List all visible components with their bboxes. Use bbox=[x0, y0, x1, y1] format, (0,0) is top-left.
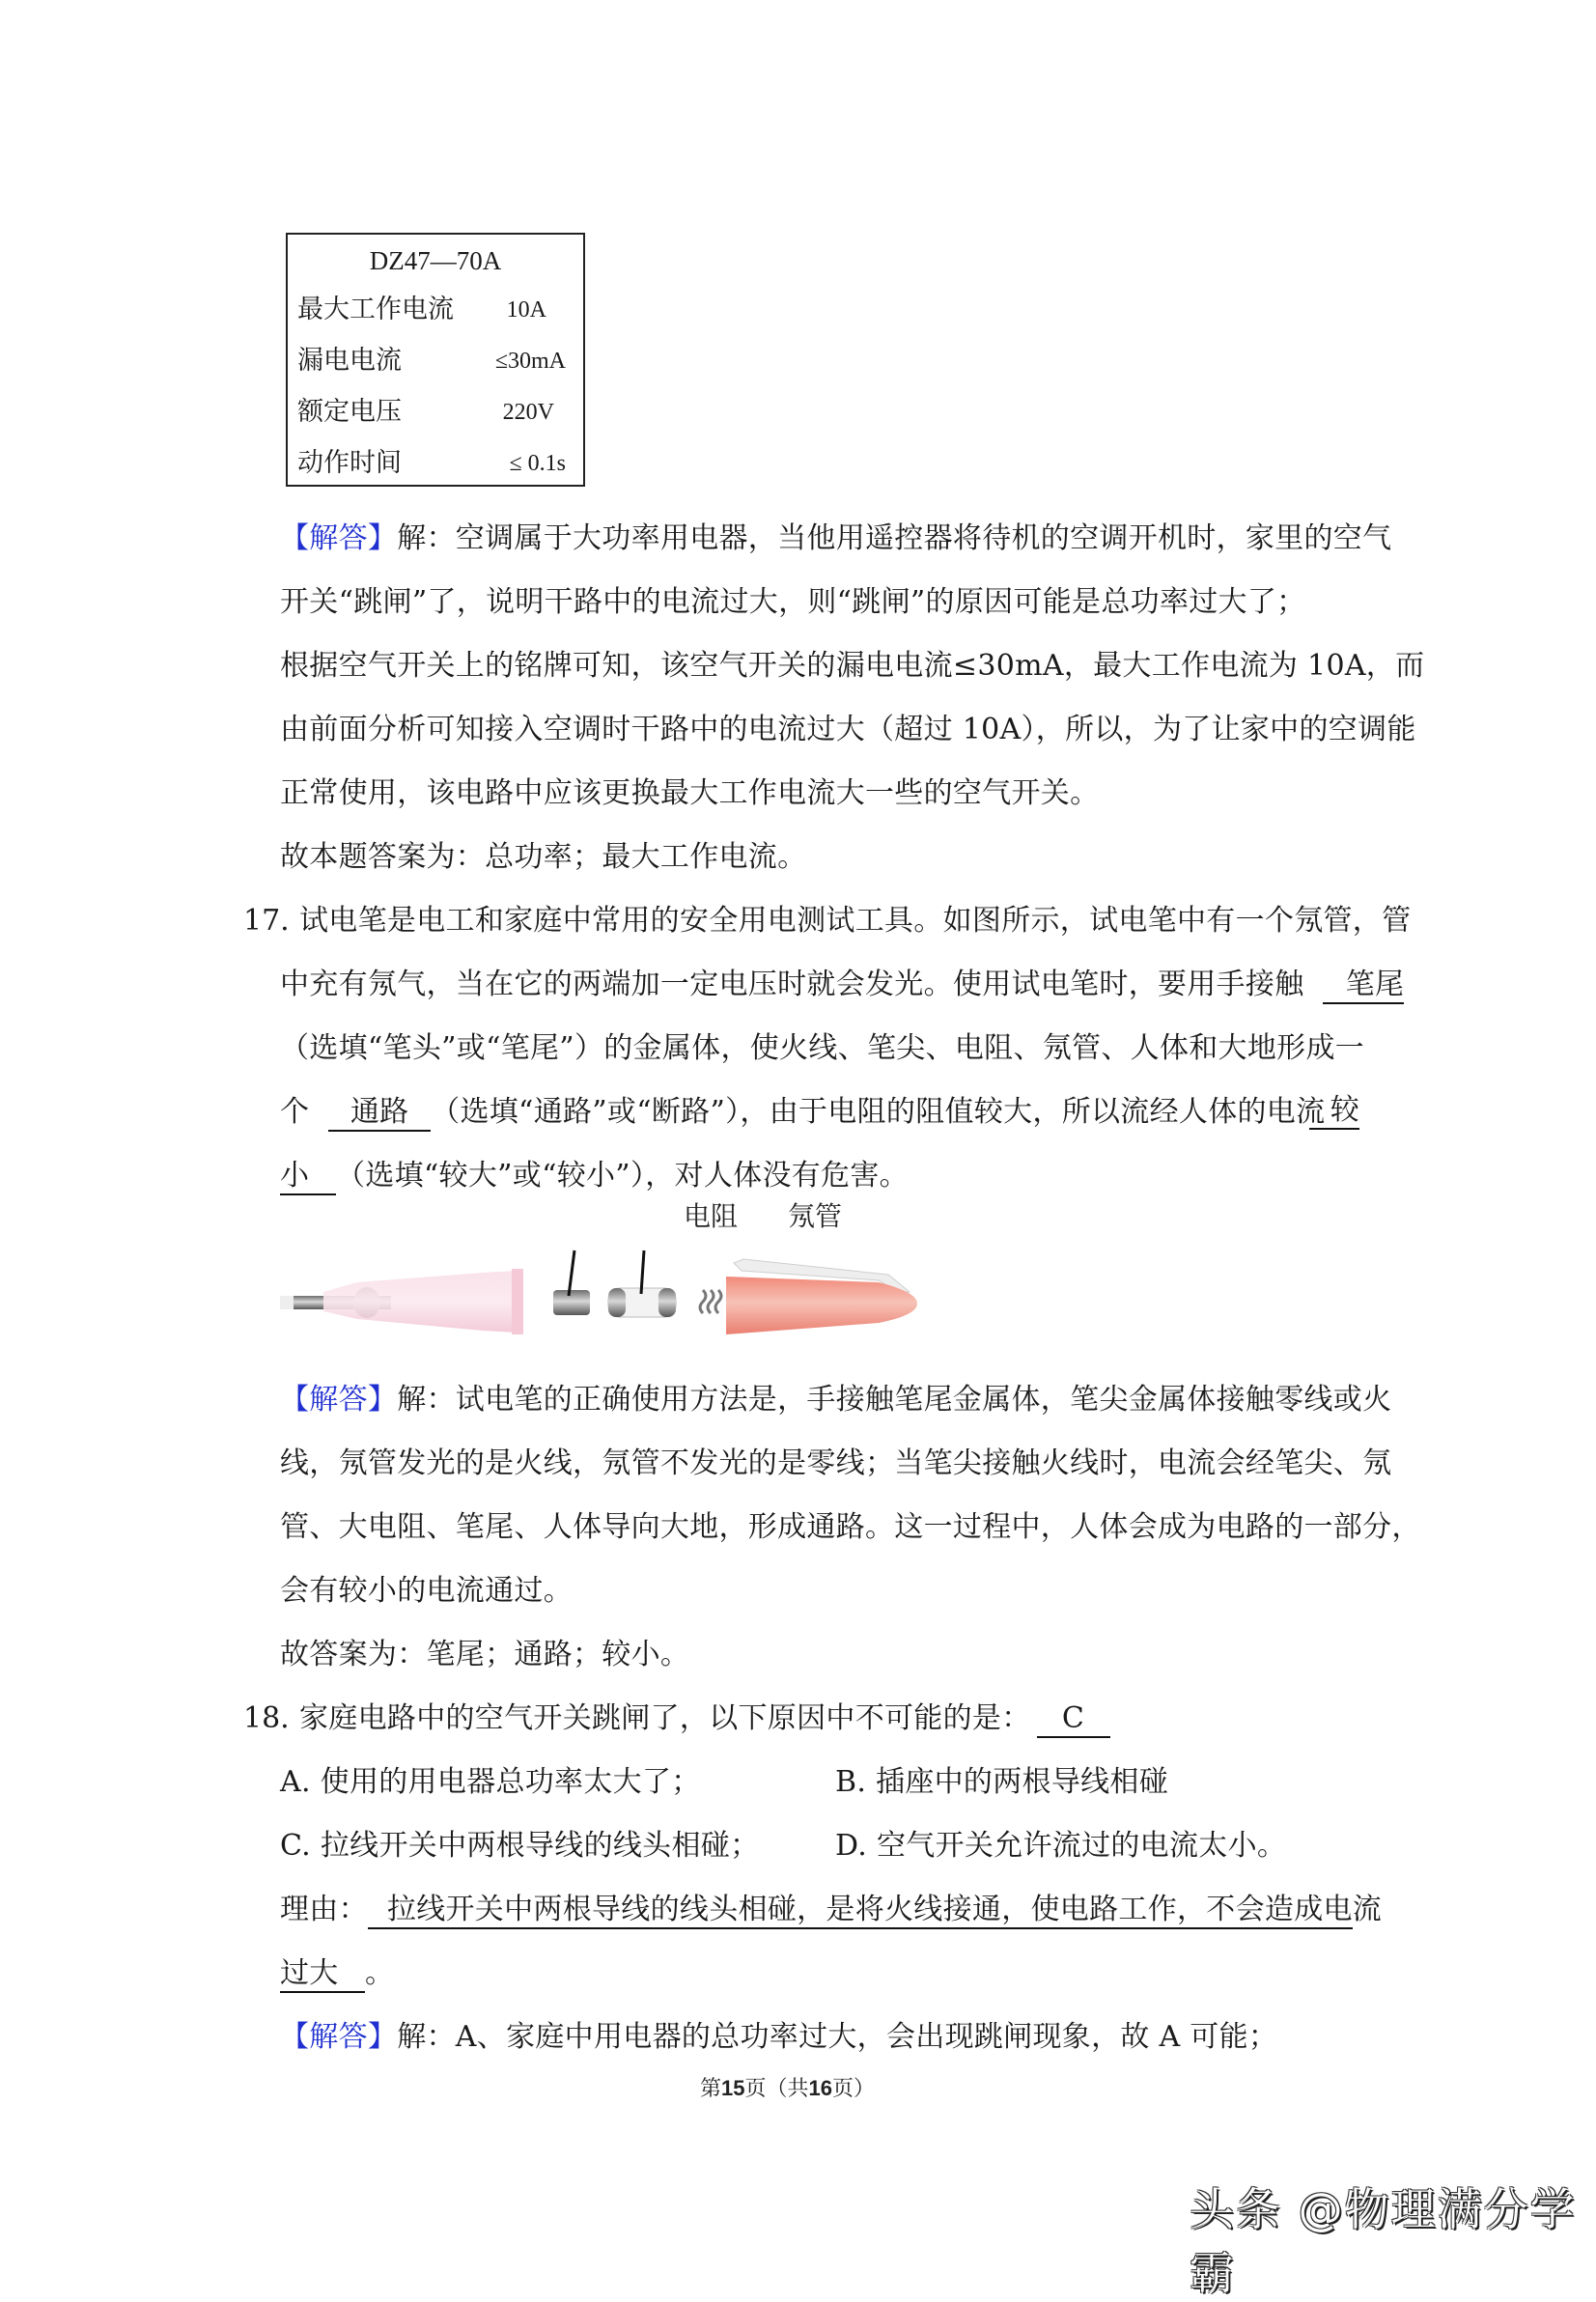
nameplate-model: DZ47—70A bbox=[369, 246, 502, 275]
nameplate-value: 10A bbox=[506, 297, 546, 323]
q16-final-answer: 故本题答案为：总功率；最大工作电流。 bbox=[280, 840, 807, 874]
q18-option-d: D. 空气开关允许流过的电流太小。 bbox=[835, 1829, 1287, 1863]
label-neon-tube: 氖管 bbox=[788, 1200, 843, 1232]
nameplate-label: 漏电电流 bbox=[297, 346, 402, 376]
q17-stem-line: （选填“笔头”或“笔尾”）的金属体，使火线、笔尖、电阻、氖管、人体和大地形成一 bbox=[280, 1031, 1365, 1065]
answer-tag: 【解答】 bbox=[280, 521, 398, 555]
test-pen-figure bbox=[280, 1200, 1110, 1342]
nameplate-label: 额定电压 bbox=[297, 397, 402, 427]
q18-reason: 理由： 拉线开关中两根导线的线头相碰，是将火线接通，使电路工作，不会造成电流 bbox=[280, 1891, 1359, 1929]
question-number: 18. bbox=[243, 1701, 290, 1735]
q17-stem-line: 小 （选填“较大”或“较小”），对人体没有危害。 bbox=[280, 1157, 1359, 1195]
nameplate-value: ≤30mA bbox=[494, 349, 566, 374]
q17-stem-line: 中充有氖气，当在它的两端加一定电压时就会发光。使用试电笔时，要用手接触 笔尾 bbox=[280, 966, 1359, 1004]
nameplate-row bbox=[297, 444, 574, 483]
nameplate-row bbox=[297, 291, 574, 329]
page-number: 第15页（共16页） bbox=[700, 2076, 876, 2100]
q18-solution-line: 【解答】解：A、家庭中用电器的总功率过大，会出现跳闸现象，故 A 可能； bbox=[280, 2020, 1278, 2054]
nameplate-label: 最大工作电流 bbox=[297, 295, 454, 324]
q16-solution-line: 根据空气开关上的铭牌可知，该空气开关的漏电电流≤30mA，最大工作电流为 10A，而 bbox=[280, 649, 1425, 683]
nameplate-value: 220V bbox=[502, 400, 554, 425]
q17-stem-line: 个 通路 （选填“通路”或“断路”），由于电阻的阻值较大，所以流经人体的电流 较 bbox=[280, 1093, 1359, 1132]
q17-solution-line: 管、大电阻、笔尾、人体导向大地，形成通路。这一过程中，人体会成为电路的一部分， bbox=[280, 1510, 1421, 1544]
q17-solution-line: 会有较小的电流通过。 bbox=[280, 1574, 573, 1608]
q17-solution-line: 【解答】解：试电笔的正确使用方法是，手接触笔尾金属体，笔尖金属体接触零线或火 bbox=[280, 1383, 1392, 1417]
q16-solution-line: 正常使用，该电路中应该更换最大工作电流大一些的空气开关。 bbox=[280, 776, 1100, 810]
q18-option-c: C. 拉线开关中两根导线的线头相碰； bbox=[280, 1829, 760, 1863]
answer-tag: 【解答】 bbox=[280, 1383, 398, 1417]
nameplate-row bbox=[297, 342, 574, 380]
q16-solution-line: 由前面分析可知接入空调时干路中的电流过大（超过 10A），所以，为了让家中的空调能 bbox=[280, 713, 1416, 746]
q16-solution-line: 【解答】解：空调属于大功率用电器，当他用遥控器将待机的空调开机时，家里的空气 bbox=[280, 521, 1392, 555]
q17-stem-line: 试电笔是电工和家庭中常用的安全用电测试工具。如图所示，试电笔中有一个氖管，管 bbox=[299, 904, 1412, 938]
question-number: 17. bbox=[243, 904, 290, 938]
fill-blank: 笔尾 bbox=[1323, 968, 1404, 1004]
q17-solution-line: 线，氖管发光的是火线，氖管不发光的是零线；当笔尖接触火线时，电流会经笔尖、氖 bbox=[280, 1446, 1392, 1480]
fill-blank: 小 bbox=[280, 1159, 336, 1195]
nameplate-row bbox=[297, 393, 574, 432]
nameplate-box bbox=[286, 233, 585, 487]
fill-blank: 过大 bbox=[280, 1956, 365, 1993]
nameplate-label: 动作时间 bbox=[297, 448, 402, 478]
q17-final-answer: 故答案为：笔尾；通路；较小。 bbox=[280, 1638, 690, 1671]
fill-blank: C bbox=[1037, 1701, 1110, 1738]
q18-reason-cont: 过大 。 bbox=[280, 1954, 1359, 1993]
fill-blank: 通路 bbox=[328, 1095, 431, 1132]
fill-blank: 拉线开关中两根导线的线头相碰，是将火线接通，使电路工作，不会造成电流 bbox=[368, 1893, 1353, 1929]
q16-solution-line: 开关“跳闸”了，说明干路中的电流过大，则“跳闸”的原因可能是总功率过大了； bbox=[280, 585, 1306, 619]
fill-blank: 较 bbox=[1309, 1093, 1359, 1130]
q18-option-b: B. 插座中的两根导线相碰 bbox=[835, 1765, 1169, 1799]
watermark: 头条 @物理满分学霸 bbox=[1190, 2183, 1577, 2299]
nameplate-value: ≤ 0.1s bbox=[509, 451, 566, 476]
answer-tag: 【解答】 bbox=[280, 2020, 398, 2054]
q18-option-a: A. 使用的用电器总功率太大了； bbox=[280, 1765, 701, 1799]
label-resistor: 电阻 bbox=[684, 1200, 739, 1232]
q18-stem: 家庭电路中的空气开关跳闸了，以下原因中不可能的是： C bbox=[299, 1699, 1359, 1738]
